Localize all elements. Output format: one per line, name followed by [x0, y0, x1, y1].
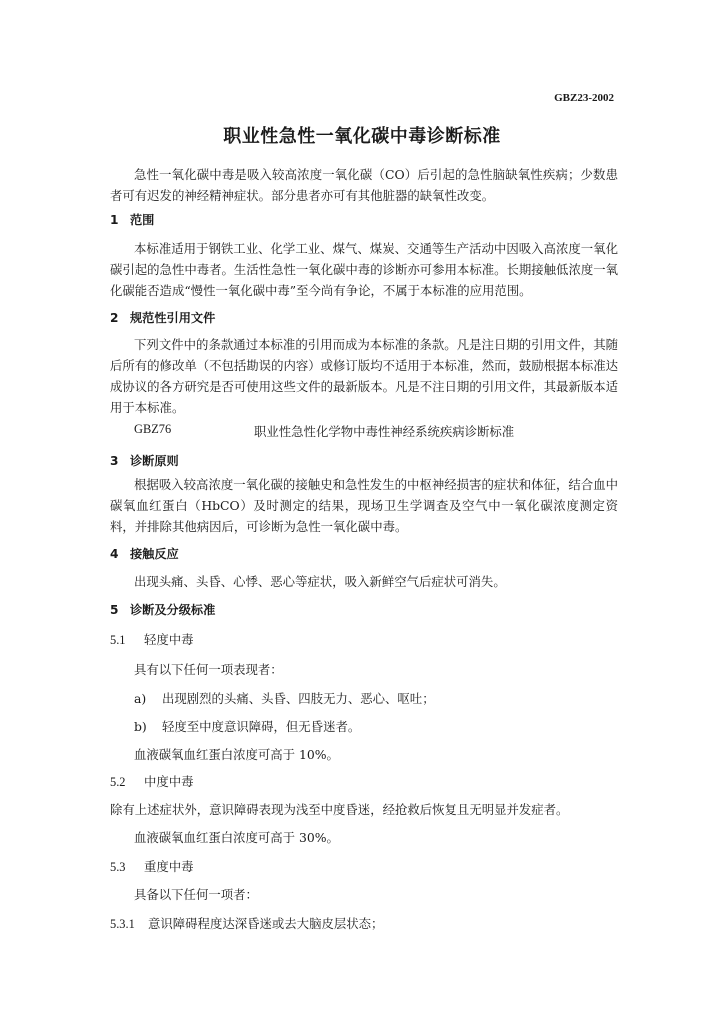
grade-5-3-lead: 具备以下任何一项者： [134, 887, 258, 902]
section-number: 3 [110, 454, 119, 468]
grade-5-1-lead: 具有以下任何一项表现者： [134, 662, 283, 677]
subsection-title: 轻度中毒 [144, 632, 194, 647]
intro-paragraph: 急性一氧化碳中毒是吸入较高浓度一氧化碳（CO）后引起的急性脑缺氧性疾病；少数患者可有迟发的神经精神症状。部分患者亦可有其他脏器的缺氧性改变。 [110, 167, 618, 203]
list-item [134, 689, 435, 707]
section-number: 4 [110, 547, 119, 561]
section-2-heading [110, 309, 215, 326]
grade-5-1-heading [110, 630, 194, 648]
section-4-heading [110, 545, 179, 562]
grade-5-2-heading [110, 772, 194, 790]
section-4-body: 出现头痛、头昏、心悸、恶心等症状，吸入新鲜空气后症状可消失。 [134, 574, 506, 589]
list-marker: b) [134, 719, 147, 734]
grade-5-1-note: 血液碳氧血红蛋白浓度可高于 10%。 [134, 747, 339, 762]
reference-code: GBZ76 [134, 422, 172, 436]
subsection-title: 重度中毒 [144, 859, 194, 874]
section-number: 2 [110, 311, 119, 325]
clause-number: 5.3.1 [110, 917, 135, 931]
subsection-title: 中度中毒 [144, 774, 194, 789]
section-3-body: 根据吸入较高浓度一氧化碳的接触史和急性发生的中枢神经损害的症状和体征，结合血中碳氧血红蛋白（HbCO）及时测定的结果，现场卫生学调查及空气中一氧化碳浓度测定资料，并排除其他病因后，可诊断为急性一氧化碳中毒。 [110, 477, 618, 534]
section-title: 诊断原则 [130, 454, 179, 468]
grade-5-2-note: 血液碳氧血红蛋白浓度可高于 30%。 [134, 830, 339, 845]
clause-text: 意识障碍程度达深昏迷或去大脑皮层状态； [148, 916, 384, 931]
grade-5-3-heading [110, 857, 194, 875]
section-5-heading [110, 601, 215, 618]
page-title: 职业性急性一氧化碳中毒诊断标准 [223, 126, 501, 147]
subsection-number: 5.1 [110, 633, 126, 647]
section-title: 接触反应 [130, 547, 179, 561]
section-1-heading [110, 211, 154, 228]
section-title: 范围 [130, 213, 155, 227]
section-title: 规范性引用文件 [130, 311, 216, 325]
subsection-number: 5.2 [110, 775, 126, 789]
section-3-heading [110, 452, 179, 469]
section-title: 诊断及分级标准 [130, 603, 216, 617]
section-1-body: 本标准适用于钢铁工业、化学工业、煤气、煤炭、交通等生产活动中因吸入高浓度一氧化碳引起的急性中毒者。生活性急性一氧化碳中毒的诊断亦可参用本标准。长期接触低浓度一氧化碳能否造成“慢性一氧化碳中毒”至今尚有争论，不属于本标准的应用范围。 [110, 241, 619, 298]
reference-title: 职业性急性化学物中毒性神经系统疾病诊断标准 [254, 424, 515, 439]
clause-5-3-1 [110, 914, 383, 932]
standard-code: GBZ23-2002 [554, 92, 614, 104]
section-number: 5 [110, 603, 119, 617]
list-text: 轻度至中度意识障碍，但无昏迷者。 [162, 719, 361, 734]
section-number: 1 [110, 213, 119, 227]
grade-5-2-body: 除有上述症状外，意识障碍表现为浅至中度昏迷，经抢救后恢复且无明显并发症者。 [110, 802, 569, 817]
section-2-body: 下列文件中的条款通过本标准的引用而成为本标准的条款。凡是注日期的引用文件，其随后所有的修改单（不包括勘误的内容）或修订版均不适用于本标准，然而，鼓励根据本标准达成协议的各方研究是否可使用这些文件的最新版本。凡是不注日期的引用文件，其最新版本适用于本标准。 [110, 337, 619, 415]
list-text: 出现剧烈的头痛、头昏、四肢无力、恶心、呕吐； [162, 691, 435, 706]
list-marker: a) [134, 691, 147, 706]
subsection-number: 5.3 [110, 860, 126, 874]
list-item [134, 717, 360, 735]
